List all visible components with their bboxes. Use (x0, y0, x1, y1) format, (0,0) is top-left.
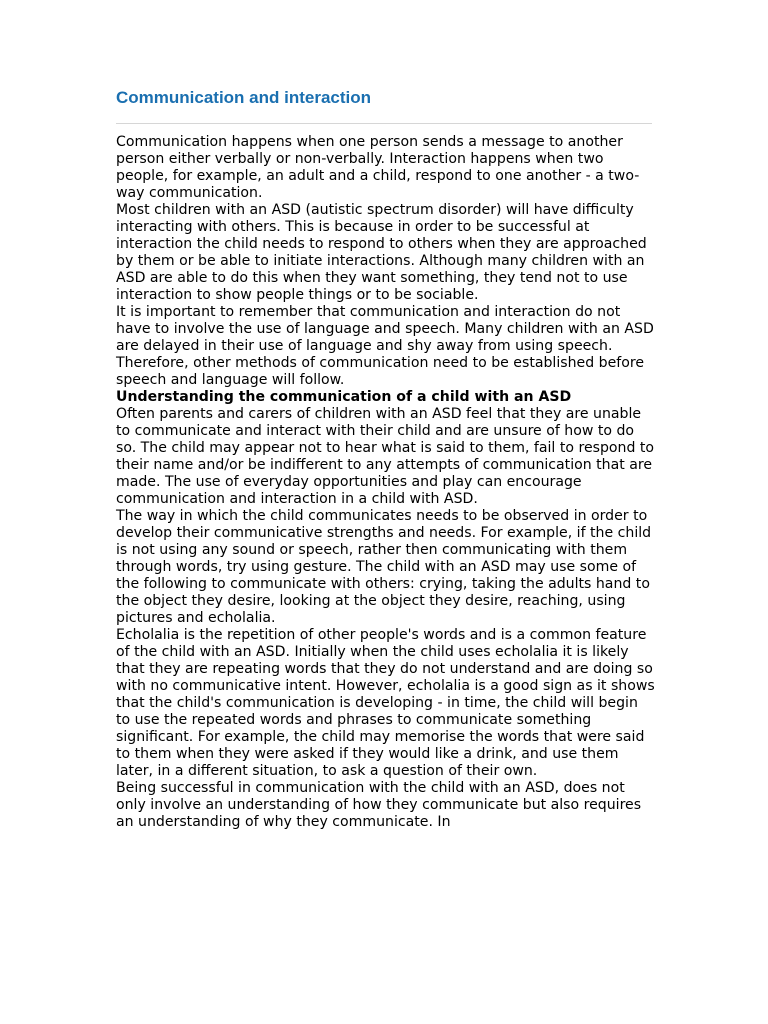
divider (116, 123, 652, 124)
article-body (116, 134, 656, 831)
paragraph: The way in which the child communicates needs to be observed in order to develop their communicative strengths and needs. For example, if the child is not using any sound or speech, rather then communicating with them through words, try using gesture. The child with an ASD may use some of the following to communicate with others: crying, taking the adults hand to the object they desire, looking at the object they desire, reaching, using pictures and echolalia. (116, 508, 652, 626)
paragraph: Often parents and carers of children with an ASD feel that they are unable to communicate and interact with their child and are unsure of how to do so. The child may appear not to hear what is said to them, fail to respond to their name and/or be indifferent to any attempts of communication that are made. The use of everyday opportunities and play can encourage communication and interaction in a child with ASD. (116, 406, 655, 507)
section-heading: Understanding the communication of a child with an ASD (116, 389, 572, 405)
paragraph: Being successful in communication with the child with an ASD, does not only involve an understanding of how they communicate but also requires an understanding of why they communicate. In (116, 780, 642, 830)
paragraph: Echolalia is the repetition of other people's words and is a common feature of the child with an ASD. Initially when the child uses echolalia it is likely that they are repeating words that they do not understand and are doing so with no communicative intent. However, echolalia is a good sign as it shows that the child's communication is developing - in time, the child will begin to use the repeated words and phrases to communicate something significant. For example, the child may memorise the words that were said to them when they were asked if they would like a drink, and use them later, in a different situation, to ask a question of their own. (116, 627, 655, 779)
paragraph: Communication happens when one person sends a message to another person either verbally or non-verbally. Interaction happens when two people, for example, an adult and a child, respond to one another - a two-way communication. (116, 134, 640, 201)
paragraph: It is important to remember that communication and interaction do not have to involve the use of language and speech. Many children with an ASD are delayed in their use of language and shy away from using speech. Therefore, other methods of communication need to be established before speech and language will follow. (116, 304, 654, 388)
paragraph: Most children with an ASD (autistic spectrum disorder) will have difficulty interacting with others. This is because in order to be successful at interaction the child needs to respond to others when they are approached by them or be able to initiate interactions. Although many children with an ASD are able to do this when they want something, they tend not to use interaction to show people things or to be sociable. (116, 202, 647, 303)
document-page (116, 86, 656, 831)
page-title: Communication and interaction (116, 88, 372, 107)
